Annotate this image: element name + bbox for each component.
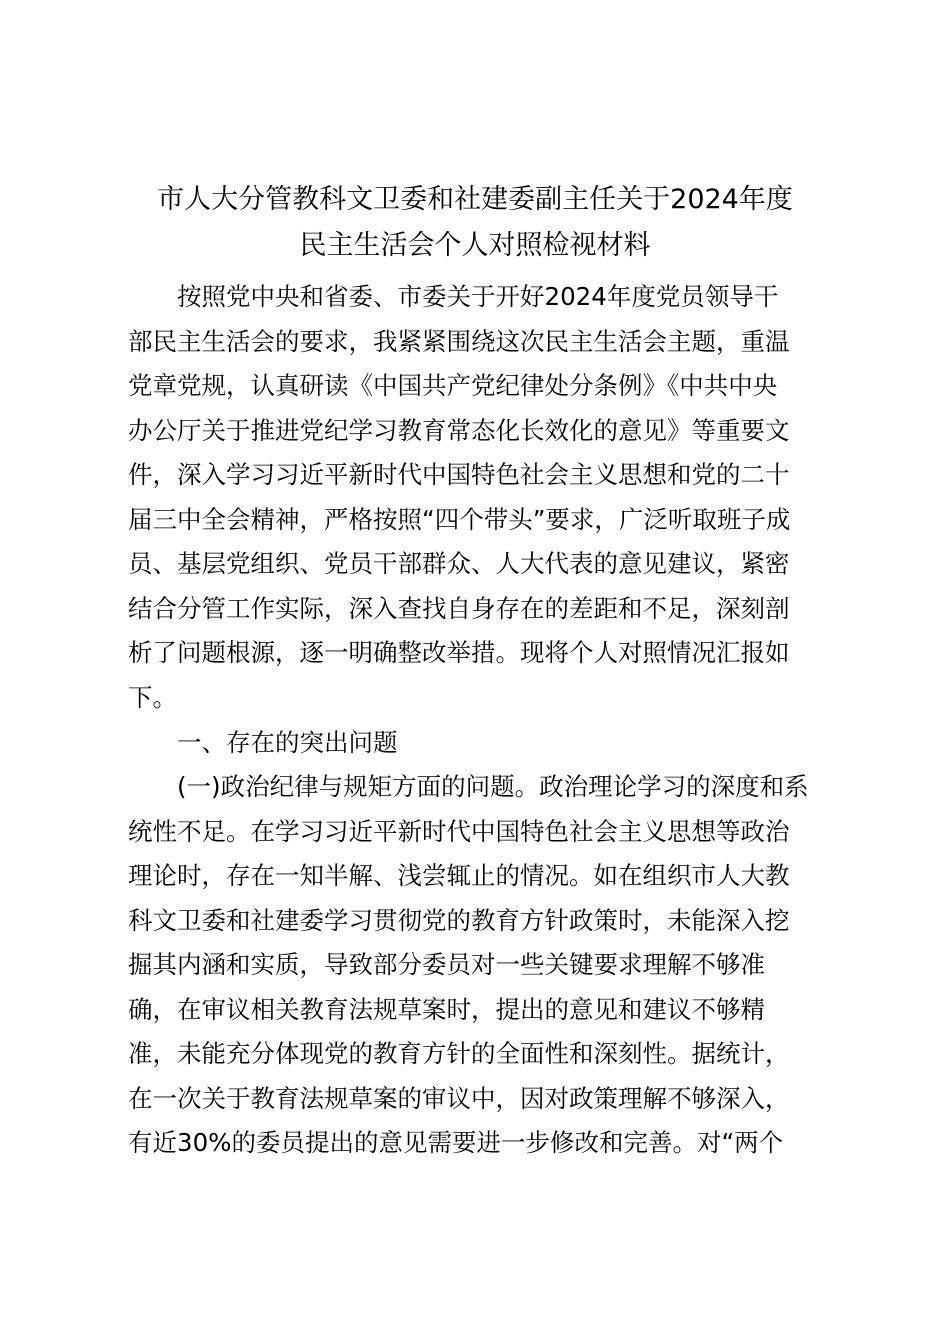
section-line: 有近30%的委员提出的意见需要进一步修改和完善。对“两个 [128,1128,784,1157]
section-heading: 一、存在的突出问题 [177,728,398,757]
intro-line: 部民主生活会的要求，我紧紧围绕这次民主生活会主题，重温 [128,327,790,356]
intro-line: 件，深入学习习近平新时代中国特色社会主义思想和党的二十 [128,460,790,489]
intro-line: 下。 [128,683,177,712]
intro-line: 员、基层党组织、党员干部群众、人大代表的意见建议，紧密 [128,549,790,578]
intro-line: 届三中全会精神，严格按照“四个带头”要求，广泛听取班子成 [128,505,791,534]
section-line: 确，在审议相关教育法规草案时，提出的意见和建议不够精 [128,995,765,1024]
intro-line: 析了问题根源，逐一明确整改举措。现将个人对照情况汇报如 [128,638,790,667]
section-line: 掘其内涵和实质，导致部分委员对一些关键要求理解不够准 [128,950,765,979]
section-line: 准，未能充分体现党的教育方针的全面性和深刻性。据统计， [128,1039,790,1068]
intro-line: 结合分管工作实际，深入查找自身存在的差距和不足，深刻剖 [128,594,790,623]
intro-line: 按照党中央和省委、市委关于开好2024年度党员领导干 [177,282,779,311]
document-title-line-2: 民主生活会个人对照检视材料 [299,230,651,261]
section-line: 在一次关于教育法规草案的审议中，因对政策理解不够深入， [128,1084,790,1113]
section-line: 科文卫委和社建委学习贯彻党的教育方针政策时，未能深入挖 [128,906,790,935]
intro-line: 党章党规，认真研读《中国共产党纪律处分条例》《中共中央 [128,371,778,400]
section-line: 理论时，存在一知半解、浅尝辄止的情况。如在组织市人大教 [128,861,790,890]
section-line: 统性不足。在学习习近平新时代中国特色社会主义思想等政治 [128,817,790,846]
document-title-line-1: 市人大分管教科文卫委和社建委副主任关于2024年度 [157,184,793,215]
section-line: (一)政治纪律与规矩方面的问题。政治理论学习的深度和系 [177,772,809,801]
intro-line: 办公厅关于推进党纪学习教育常态化长效化的意见》等重要文 [128,416,790,445]
